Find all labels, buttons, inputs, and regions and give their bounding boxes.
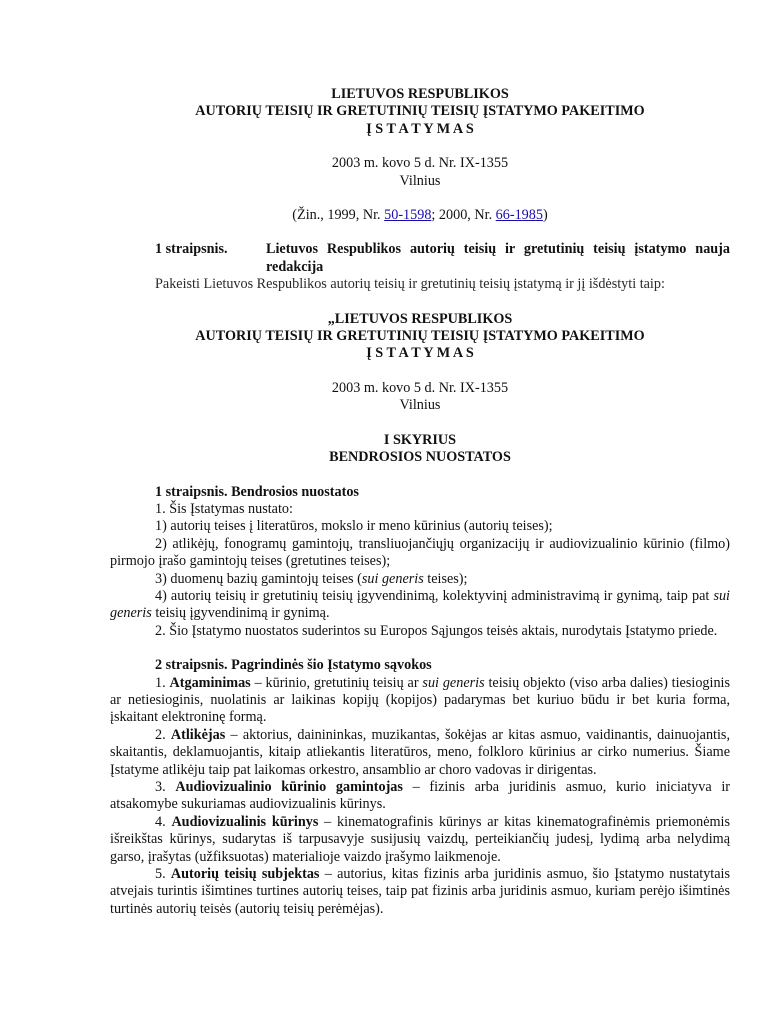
item4-emphasis: sui generis xyxy=(110,587,730,622)
item4-text-a: 4) autorių teisių ir gretutinių teisių įgyvendinimą, kolektyvinį administravimą ir gynimą, taip pat xyxy=(155,587,714,604)
def1-term: Atgaminimas xyxy=(169,674,251,691)
new-law-city: Vilnius xyxy=(399,397,441,414)
def1-text-b: teisių objekto (viso arba dalies) tiesioginis ar netiesioginis, nuolatinis ar laikinas kopijų (kopijos) padarymas bet kuriuo būdu ir bet kuria forma, įskaitant elektroninę formą. xyxy=(110,674,731,726)
def2-number: 2. xyxy=(155,726,171,743)
item3-emphasis: sui generis xyxy=(361,570,424,587)
ref-link-66-1985[interactable]: 66-1985 xyxy=(495,207,543,224)
amend-article-heading xyxy=(110,241,730,276)
amend-article-body: Pakeisti Lietuvos Respublikos autorių teisių ir gretutinių teisių įstatymą ir jį išdėstyti taip: xyxy=(155,276,665,293)
new-law-header-line1: „LIETUVOS RESPUBLIKOS xyxy=(327,310,513,327)
article1-item4 xyxy=(110,588,730,623)
law-city: Vilnius xyxy=(399,172,441,189)
def5-number: 5. xyxy=(155,866,171,883)
chapter-number: I SKYRIUS xyxy=(383,431,457,448)
document-body xyxy=(110,0,730,918)
def5-text: – autorius, kitas fizinis arba juridinis asmuo, šio Įstatymo nustatytais atvejais turintis išimtines turtines autorių teises, taip pat fizinis arba juridinis asmuo, kuriam perėjo išimtinės turtinės autorių teisės (autorių teisių perėmėjas). xyxy=(110,866,730,917)
definition-5 xyxy=(110,866,730,918)
def4-term: Audiovizualinis kūrinys xyxy=(171,813,319,830)
new-law-date: 2003 m. kovo 5 d. Nr. IX-1355 xyxy=(331,379,509,396)
amend-article-title: Lietuvos Respublikos autorių teisių ir gretutinių teisių įstatymo nauja redakcija xyxy=(266,241,730,275)
def3-number: 3. xyxy=(155,779,176,795)
article1-para1: 1. Šis Įstatymas nustato: xyxy=(155,500,293,517)
law-header-line1: LIETUVOS RESPUBLIKOS xyxy=(331,86,509,102)
article2-heading: 2 straipsnis. Pagrindinės šio Įstatymo sąvokos xyxy=(155,657,432,674)
def5-term: Autorių teisių subjektas xyxy=(170,866,320,883)
gazette-reference xyxy=(110,207,730,224)
item3-text-b: teises); xyxy=(423,570,468,587)
definition-3 xyxy=(110,779,730,814)
article1-heading: 1 straipsnis. Bendrosios nuostatos xyxy=(155,483,359,500)
def3-text: – fizinis arba juridinis asmuo, kurio iniciatyva ir atsakomybe sukuriamas audiovizualinis kūrinys. xyxy=(110,779,731,813)
item3-text-a: 3) duomenų bazių gamintojų teises ( xyxy=(155,570,362,587)
new-law-header-line2: AUTORIŲ TEISIŲ IR GRETUTINIŲ TEISIŲ ĮSTATYMO PAKEITIMO xyxy=(195,328,645,345)
definition-1 xyxy=(110,675,730,727)
definition-2 xyxy=(110,727,730,779)
ref-link-50-1598[interactable]: 50-1598 xyxy=(384,207,432,224)
law-date: 2003 m. kovo 5 d. Nr. IX-1355 xyxy=(331,155,509,172)
article1-item2: 2) atlikėjų, fonogramų gamintojų, transliuojančiųjų organizacijų ir audiovizualinio kūrinio (filmo) pirmojo įrašo gamintojų teises (gretutines teises); xyxy=(110,535,730,570)
article1-item1: 1) autorių teises į literatūros, mokslo ir meno kūrinius (autorių teises); xyxy=(155,518,553,535)
article1-item3 xyxy=(110,571,730,588)
chapter-title: BENDROSIOS NUOSTATOS xyxy=(329,449,511,466)
new-law-header-line3: Į S T A T Y M A S xyxy=(366,345,474,362)
def2-text: – aktorius, dainininkas, muzikantas, šokėjas ar kitas asmuo, vaidinantis, dainuojantis, skaitantis, deklamuojantis, kitaip atliekantis literatūros, meno, folkloro kūrinius ar cirko numerius. Šiame Įstatyme atlikėju taip pat laikomas orkestro, ansamblio ar choro vadovas ir dirigentas. xyxy=(110,726,731,778)
def4-number: 4. xyxy=(155,813,172,830)
def1-number: 1. xyxy=(155,674,170,691)
article1-para2: 2. Šio Įstatymo nuostatos suderintos su Europos Sąjungos teisės aktais, nurodytais Įstatymo priede. xyxy=(155,622,718,639)
ref-prefix: (Žin., 1999, Nr. xyxy=(292,207,385,224)
item4-text-b: teisių įgyvendinimą ir gynimą. xyxy=(151,605,330,622)
def1-emphasis: sui generis xyxy=(422,674,485,691)
def3-term: Audiovizualinio kūrinio gamintojas xyxy=(175,779,403,795)
definition-4 xyxy=(110,814,730,866)
def4-text: – kinematografinis kūrinys ar kitas kinematografinėmis priemonėmis išreikštas kūrinys, sudarytas iš tarpusavyje susijusių vaizdų, perteikiančių judesį, lydimą arba nelydimą garso, įrašytas (užfiksuotas) materialioje vaizdo įrašymo laikmenoje. xyxy=(110,813,731,865)
law-header-line2: AUTORIŲ TEISIŲ IR GRETUTINIŲ TEISIŲ ĮSTATYMO PAKEITIMO xyxy=(195,103,645,120)
def1-text-a: – kūrinio, gretutinių teisių ar xyxy=(250,674,423,691)
ref-suffix: ) xyxy=(542,207,548,224)
ref-mid: ; 2000, Nr. xyxy=(431,207,496,224)
amend-article-number: 1 straipsnis. xyxy=(155,241,228,258)
def2-term: Atlikėjas xyxy=(170,726,226,743)
law-header-line3: Į S T A T Y M A S xyxy=(366,120,474,137)
